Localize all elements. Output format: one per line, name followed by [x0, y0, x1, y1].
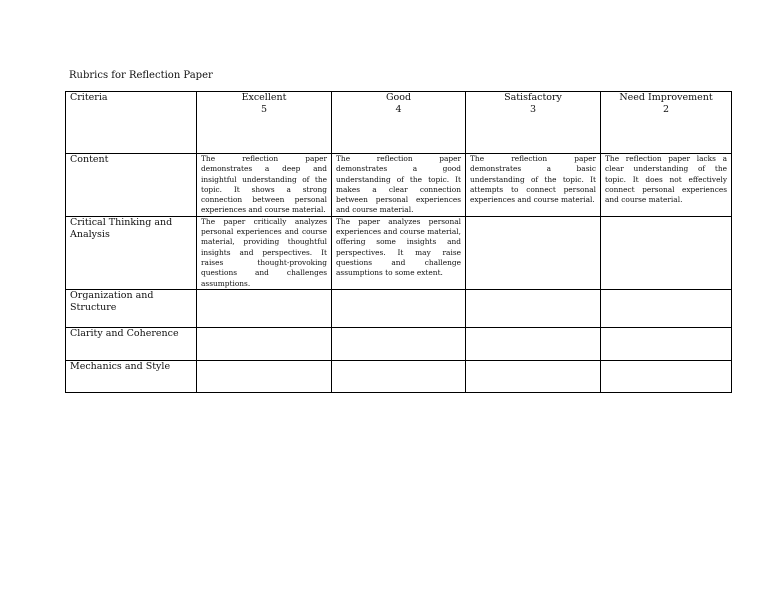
rubric-cell: The reflection paper lacks a clear understanding of the topic. It does not effectively connect personal experiences and course material. [601, 154, 732, 217]
rubric-cell [197, 289, 332, 327]
criterion-label: Critical Thinking and Analysis [66, 216, 197, 289]
level-name: Excellent [241, 92, 287, 103]
level-score: 3 [529, 104, 537, 115]
rubric-cell [601, 216, 732, 289]
table-row-mechanics [66, 360, 732, 392]
criterion-label: Mechanics and Style [66, 360, 197, 392]
rubric-cell [466, 216, 601, 289]
rubric-cell [601, 289, 732, 327]
level-score: 2 [662, 104, 670, 115]
level-score: 4 [395, 104, 402, 115]
level-name: Satisfactory [504, 92, 562, 103]
table-row-clarity [66, 327, 732, 360]
rubric-cell [466, 289, 601, 327]
criterion-label: Clarity and Coherence [66, 327, 197, 360]
rubric-cell [332, 289, 466, 327]
level-header-excellent [197, 92, 332, 154]
criteria-header: Criteria [66, 92, 197, 154]
level-score: 5 [260, 104, 268, 115]
rubric-cell: The reflection paper demonstrates a deep and insightful understanding of the topic. It shows a strong connection between personal experiences and course material. [197, 154, 332, 217]
level-name: Good [385, 92, 412, 103]
level-header-need-improvement [601, 92, 732, 154]
rubric-cell: The reflection paper demonstrates a good understanding of the topic. It makes a clear connection between personal experiences and course material. [332, 154, 466, 217]
table-row-critical-thinking [66, 216, 732, 289]
table-row-organization [66, 289, 732, 327]
rubric-cell [466, 360, 601, 392]
level-header-good [332, 92, 466, 154]
rubric-cell [197, 327, 332, 360]
level-name: Need Improvement [619, 92, 713, 103]
rubric-cell [332, 360, 466, 392]
rubric-cell [197, 360, 332, 392]
rubric-cell [601, 327, 732, 360]
rubric-cell: The paper analyzes personal experiences and course material, offering some insights and perspectives. It may raise questions and challenge assumptions to some extent. [332, 216, 466, 289]
level-header-satisfactory [466, 92, 601, 154]
document-title: Rubrics for Reflection Paper [69, 70, 213, 81]
header-row [66, 92, 732, 154]
criterion-label: Content [66, 154, 197, 217]
table-row-content [66, 154, 732, 217]
criterion-label: Organization and Structure [66, 289, 197, 327]
rubric-cell [601, 360, 732, 392]
rubric-cell [332, 327, 466, 360]
rubric-table [65, 91, 732, 393]
rubric-cell: The reflection paper demonstrates a basic understanding of the topic. It attempts to connect personal experiences and course material. [466, 154, 601, 217]
rubric-cell [466, 327, 601, 360]
rubric-cell: The paper critically analyzes personal experiences and course material, providing thoughtful insights and perspectives. It raises thought-provoking questions and challenges assumptions. [197, 216, 332, 289]
